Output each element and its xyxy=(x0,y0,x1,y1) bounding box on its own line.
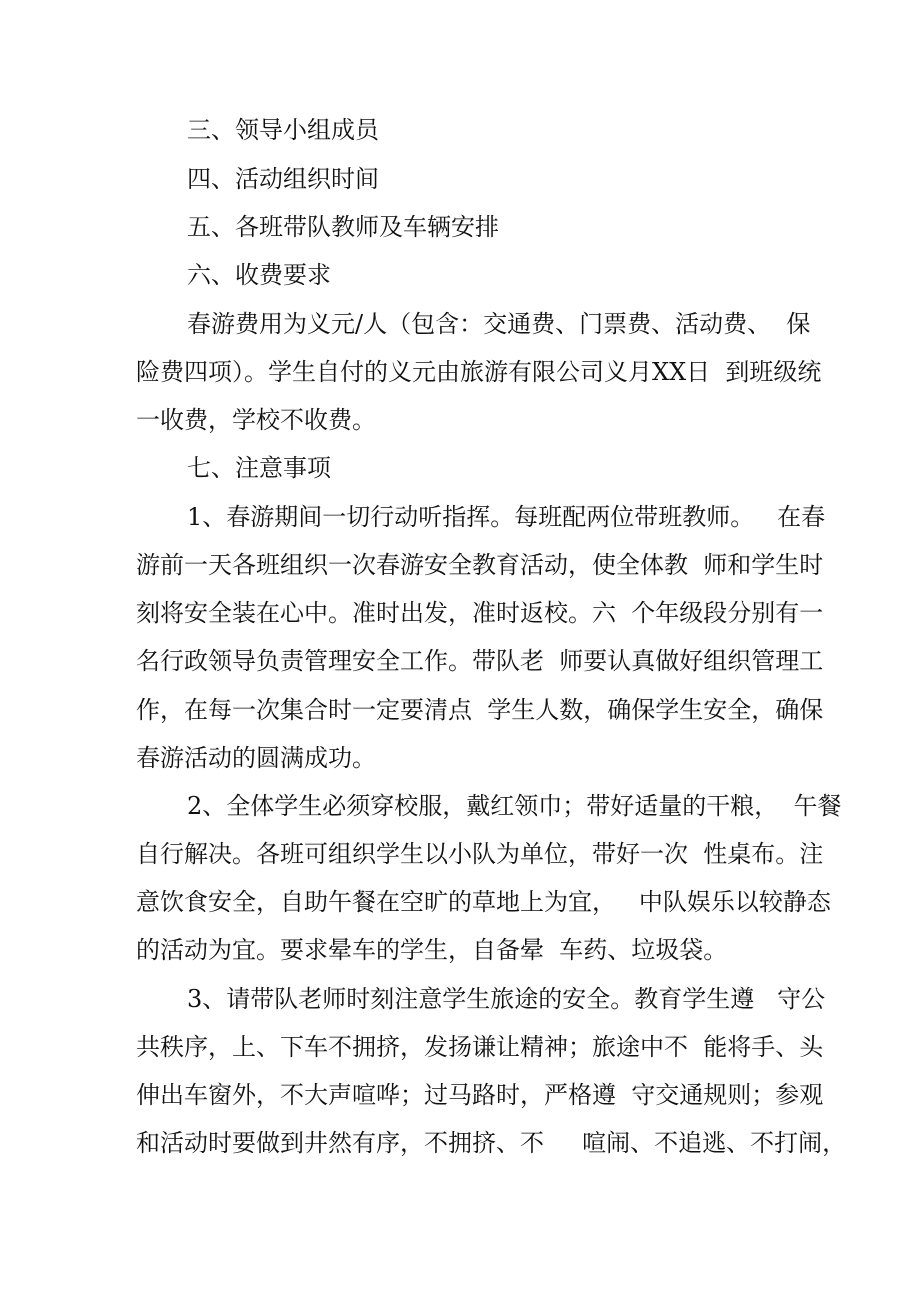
item-2-line-2: 自行解决。各班可组织学生以小队为单位，带好一次 性桌布。注 xyxy=(136,840,824,868)
item-1-line-3: 刻将安全装在心中。准时出发，准时返校。六 个年级段分别有一 xyxy=(136,599,824,627)
item-1-line-2: 游前一天各班组织一次春游安全教育活动，使全体教 师和学生时 xyxy=(136,551,824,579)
item-1-line-6: 春游活动的圆满成功。 xyxy=(136,744,376,772)
item-1-line-4: 名行政领导负责管理安全工作。带队老 师要认真做好组织管理工 xyxy=(136,647,824,675)
item-1-line-1: 1、春游期间一切行动听指挥。每班配两位带班教师。 在春 xyxy=(187,503,826,531)
section-heading-6: 六、收费要求 xyxy=(187,261,331,289)
item-2-line-3: 意饮食安全，自助午餐在空旷的草地上为宜， 中队娱乐以较静态 xyxy=(136,888,831,916)
item-3-line-1: 3、请带队老师时刻注意学生旅途的安全。教育学生遵 守公 xyxy=(187,985,826,1013)
section-heading-4: 四、活动组织时间 xyxy=(187,165,379,193)
fee-paragraph-line-1: 春游费用为义元/人（包含：交通费、门票费、活动费、 保 xyxy=(187,310,811,338)
item-3-line-3: 伸出车窗外，不大声喧哗；过马路时，严格遵 守交通规则；参观 xyxy=(136,1081,824,1109)
fee-paragraph-line-3: 一收费，学校不收费。 xyxy=(136,406,376,434)
item-2-line-4: 的活动为宜。要求晕车的学生，自备晕 车药、垃圾袋。 xyxy=(136,936,728,964)
section-heading-7: 七、注意事项 xyxy=(187,454,331,482)
item-3-line-4: 和活动时要做到井然有序，不拥挤、不 喧闹、不追逃、不打闹， xyxy=(136,1129,847,1157)
item-2-line-1: 2、全体学生必须穿校服，戴红领巾；带好适量的干粮， 午餐 xyxy=(187,792,842,820)
section-heading-3: 三、领导小组成员 xyxy=(187,116,379,144)
item-1-line-5: 作，在每一次集合时一定要清点 学生人数，确保学生安全，确保 xyxy=(136,696,824,724)
item-3-line-2: 共秩序，上、下车不拥挤，发扬谦让精神；旅途中不 能将手、头 xyxy=(136,1033,824,1061)
fee-paragraph-line-2: 险费四项）。学生自付的义元由旅游有限公司义月XX日 到班级统 xyxy=(136,358,822,386)
section-heading-5: 五、各班带队教师及车辆安排 xyxy=(187,213,499,241)
